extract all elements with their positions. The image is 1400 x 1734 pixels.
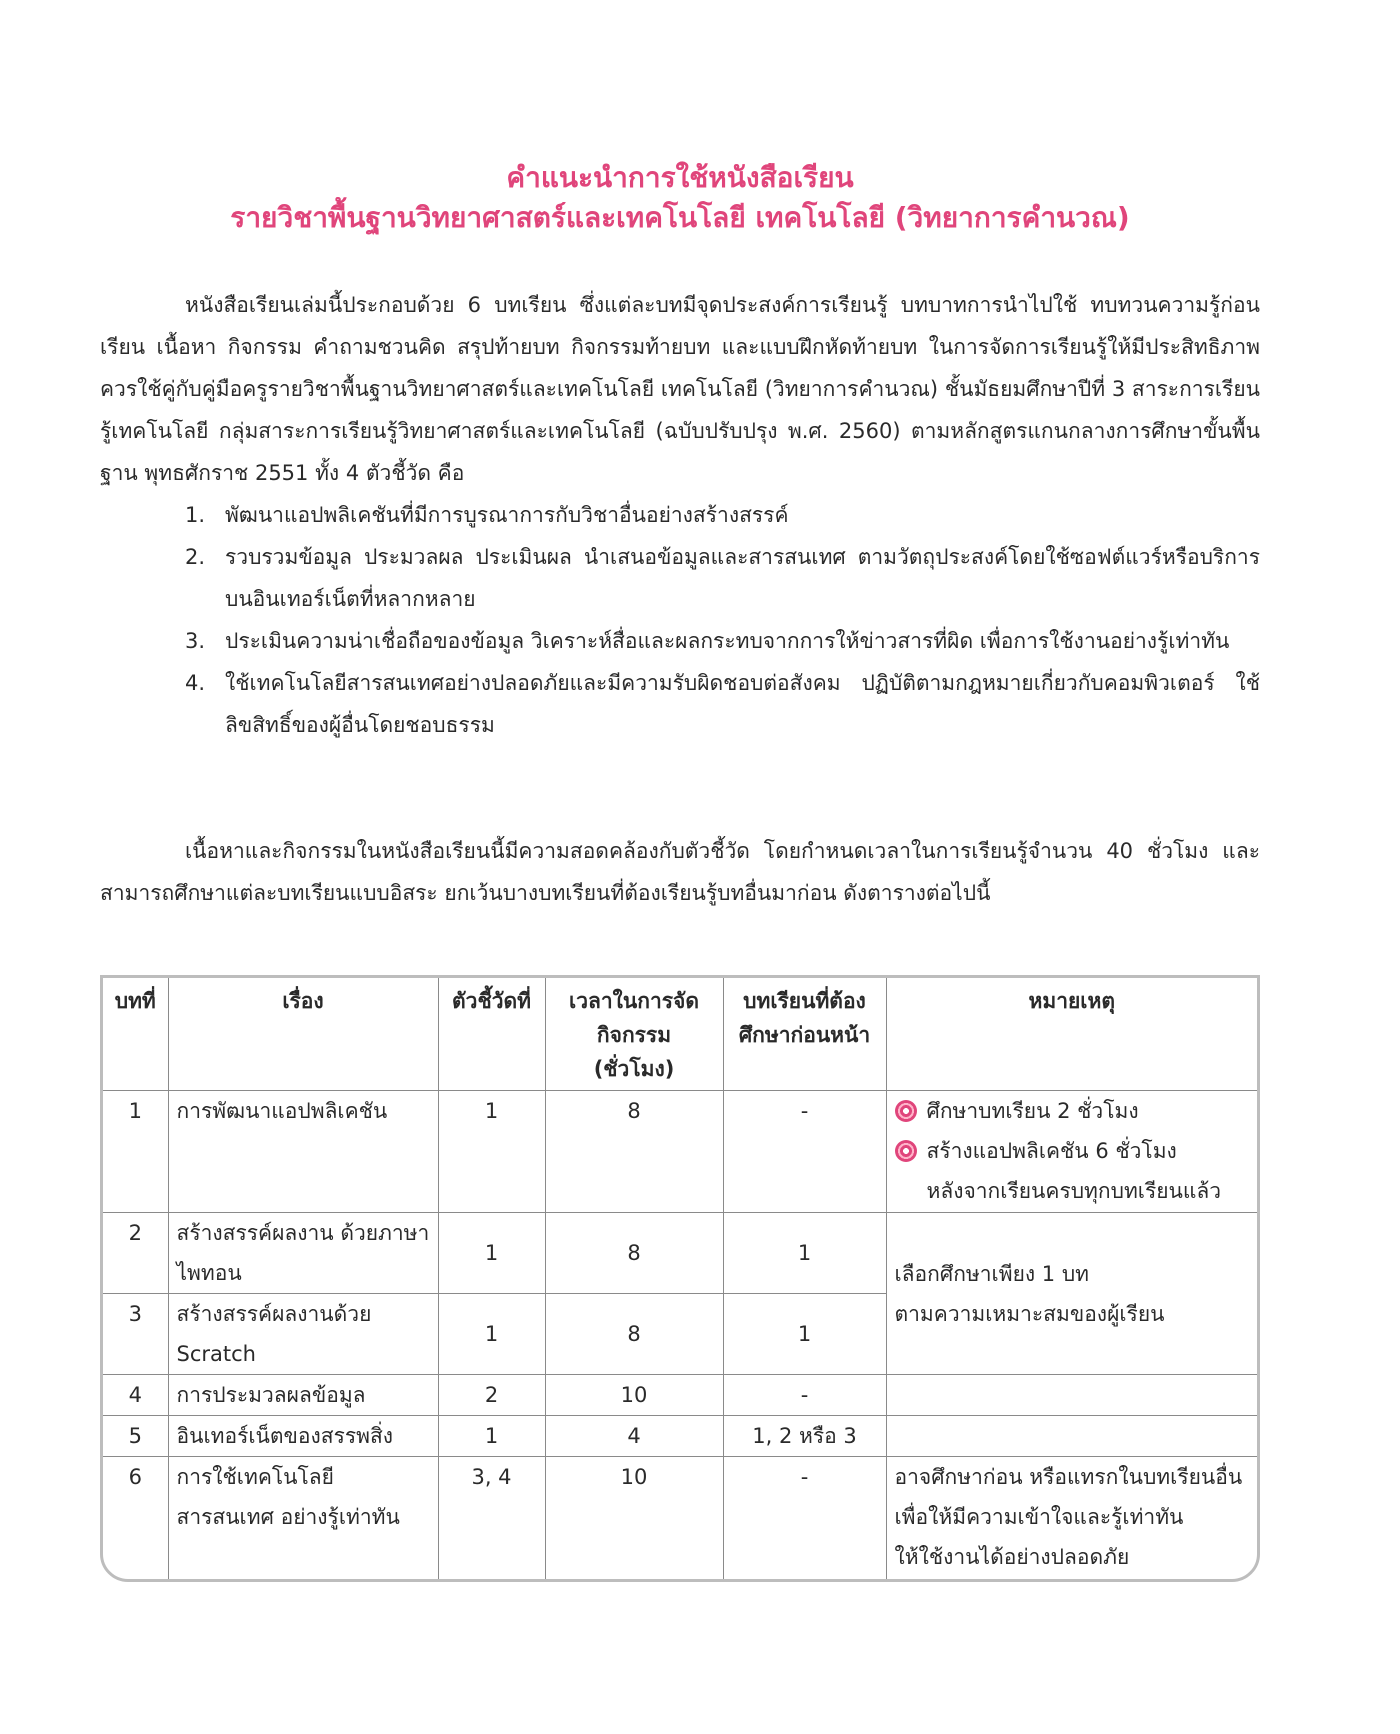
- cell-indicator: 1: [438, 1294, 545, 1375]
- cell-hours: 4: [545, 1416, 723, 1457]
- indicator-list: [100, 494, 1260, 746]
- title-block: [100, 158, 1260, 238]
- cell-hours: 10: [545, 1457, 723, 1579]
- note-text: ตามความเหมาะสมของผู้เรียน: [894, 1301, 1165, 1326]
- cell-topic: การพัฒนาแอปพลิเคชัน: [168, 1091, 438, 1213]
- header-prereq: บทเรียนที่ต้องศึกษาก่อนหน้า: [723, 978, 886, 1091]
- note-text: ให้ใช้งานได้อย่างปลอดภัย: [894, 1545, 1130, 1569]
- cell-note-merged: [886, 1213, 1257, 1375]
- cell-note: [886, 1091, 1257, 1213]
- title-line-1: คำแนะนำการใช้หนังสือเรียน: [506, 161, 854, 194]
- cell-chapter: 3: [103, 1294, 168, 1375]
- cell-indicator: 2: [438, 1375, 545, 1416]
- indicator-item: [185, 494, 1260, 536]
- note-text: สร้างแอปพลิเคชัน 6 ชั่วโมง: [926, 1139, 1177, 1163]
- cell-note: [886, 1416, 1257, 1457]
- cell-topic: การประมวลผลข้อมูล: [168, 1375, 438, 1416]
- cell-chapter: 2: [103, 1213, 168, 1294]
- header-note: หมายเหตุ: [886, 978, 1257, 1091]
- indicator-number: 1.: [185, 503, 206, 527]
- intro-section: [100, 284, 1260, 746]
- cell-prereq: 1: [723, 1213, 886, 1294]
- content-section: [100, 830, 1260, 914]
- header-chapter: บทที่: [103, 978, 168, 1091]
- cell-chapter: 5: [103, 1416, 168, 1457]
- table-row: [103, 1457, 1257, 1579]
- table-row: [103, 1091, 1257, 1213]
- pink-swirl-bullet-icon: [895, 1100, 917, 1122]
- cell-prereq: -: [723, 1457, 886, 1579]
- indicator-number: 2.: [185, 545, 206, 569]
- cell-topic: สร้างสรรค์ผลงาน ด้วยภาษาไพทอน: [168, 1213, 438, 1294]
- header-topic: เรื่อง: [168, 978, 438, 1091]
- cell-topic: การใช้เทคโนโลยีสารสนเทศ อย่างรู้เท่าทัน: [168, 1457, 438, 1579]
- cell-chapter: 4: [103, 1375, 168, 1416]
- note-text: เพื่อให้มีความเข้าใจและรู้เท่าทัน: [894, 1505, 1184, 1529]
- table-header-row: [103, 978, 1257, 1091]
- title-line-2: รายวิชาพื้นฐานวิทยาศาสตร์และเทคโนโลยี เทคโนโลยี (วิทยาการคำนวณ): [230, 201, 1130, 234]
- indicator-text: ใช้เทคโนโลยีสารสนเทศอย่างปลอดภัยและมีความรับผิดชอบต่อสังคม ปฏิบัติตามกฎหมายเกี่ยวกับคอมพิวเตอร์ ใช้ลิขสิทธิ์ของผู้อื่นโดยชอบธรรม: [225, 671, 1260, 737]
- cell-chapter: 1: [103, 1091, 168, 1213]
- cell-indicator: 1: [438, 1091, 545, 1213]
- table-row: [103, 1213, 1257, 1294]
- header-indicator: ตัวชี้วัดที่: [438, 978, 545, 1091]
- cell-prereq: 1, 2 หรือ 3: [723, 1416, 886, 1457]
- cell-hours: 8: [545, 1213, 723, 1294]
- note-text: อาจศึกษาก่อน หรือแทรกในบทเรียนอื่น: [894, 1465, 1243, 1489]
- cell-hours: 10: [545, 1375, 723, 1416]
- table-row: [103, 1375, 1257, 1416]
- note-text: ศึกษาบทเรียน 2 ชั่วโมง: [926, 1099, 1139, 1123]
- intro-paragraph: หนังสือเรียนเล่มนี้ประกอบด้วย 6 บทเรียน ซึ่งแต่ละบทมีจุดประสงค์การเรียนรู้ บทบาทการนำไปใช้ ทบทวนความรู้ก่อนเรียน เนื้อหา กิจกรรม คำถามชวนคิด สรุปท้ายบท กิจกรรมท้ายบท และแบบฝึกหัดท้ายบท ในการจัดการเรียนรู้ให้มีประสิทธิภาพควรใช้คู่กับคู่มือครูรายวิชาพื้นฐานวิทยาศาสตร์และเทคโนโลยี เทคโนโลยี (วิทยาการคำนวณ) ชั้นมัธยมศึกษาปีที่ 3 สาระการเรียนรู้เทคโนโลยี กลุ่มสาระการเรียนรู้วิทยาศาสตร์และเทคโนโลยี (ฉบับปรับปรุง พ.ศ. 2560) ตามหลักสูตรแกนกลางการศึกษาขั้นพื้นฐาน พุทธศักราช 2551 ทั้ง 4 ตัวชี้วัด คือ: [100, 293, 1260, 485]
- cell-chapter: 6: [103, 1457, 168, 1579]
- table-row: [103, 1416, 1257, 1457]
- cell-indicator: 1: [438, 1416, 545, 1457]
- indicator-text: พัฒนาแอปพลิเคชันที่มีการบูรณาการกับวิชาอื่นอย่างสร้างสรรค์: [225, 503, 789, 527]
- header-hours: เวลาในการจัดกิจกรรม (ชั่วโมง): [545, 978, 723, 1091]
- cell-hours: 8: [545, 1091, 723, 1213]
- cell-indicator: 3, 4: [438, 1457, 545, 1579]
- cell-prereq: -: [723, 1375, 886, 1416]
- pink-swirl-bullet-icon: [895, 1140, 917, 1162]
- cell-topic: อินเทอร์เน็ตของสรรพสิ่ง: [168, 1416, 438, 1457]
- indicator-number: 4.: [185, 671, 206, 695]
- indicator-number: 3.: [185, 629, 206, 653]
- cell-note: [886, 1375, 1257, 1416]
- cell-prereq: -: [723, 1091, 886, 1213]
- note-continuation: หลังจากเรียนครบทุกบทเรียนแล้ว: [926, 1179, 1222, 1203]
- indicator-item: [185, 620, 1260, 662]
- indicator-text: ประเมินความน่าเชื่อถือของข้อมูล วิเคราะห์สื่อและผลกระทบจากการให้ข่าวสารที่ผิด เพื่อการใช้งานอย่างรู้เท่าทัน: [225, 629, 1230, 653]
- content-paragraph: เนื้อหาและกิจกรรมในหนังสือเรียนนี้มีความสอดคล้องกับตัวชี้วัด โดยกำหนดเวลาในการเรียนรู้จำนวน 40 ชั่วโมง และสามารถศึกษาแต่ละบทเรียนแบบอิสระ ยกเว้นบางบทเรียนที่ต้องเรียนรู้บทอื่นมาก่อน ดังตารางต่อไปนี้: [100, 839, 1260, 905]
- cell-prereq: 1: [723, 1294, 886, 1375]
- indicator-text: รวบรวมข้อมูล ประมวลผล ประเมินผล นำเสนอข้อมูลและสารสนเทศ ตามวัตถุประสงค์โดยใช้ซอฟต์แวร์หรือบริการบนอินเทอร์เน็ตที่หลากหลาย: [225, 545, 1260, 611]
- indicator-item: [185, 662, 1260, 746]
- cell-note: [886, 1457, 1257, 1579]
- indicator-item: [185, 536, 1260, 620]
- note-bullet: [895, 1091, 1250, 1131]
- chapter-table: [100, 975, 1260, 1582]
- cell-indicator: 1: [438, 1213, 545, 1294]
- note-text: เลือกศึกษาเพียง 1 บท: [894, 1261, 1090, 1286]
- cell-hours: 8: [545, 1294, 723, 1375]
- note-bullet: [895, 1131, 1250, 1171]
- cell-topic: สร้างสรรค์ผลงานด้วย Scratch: [168, 1294, 438, 1375]
